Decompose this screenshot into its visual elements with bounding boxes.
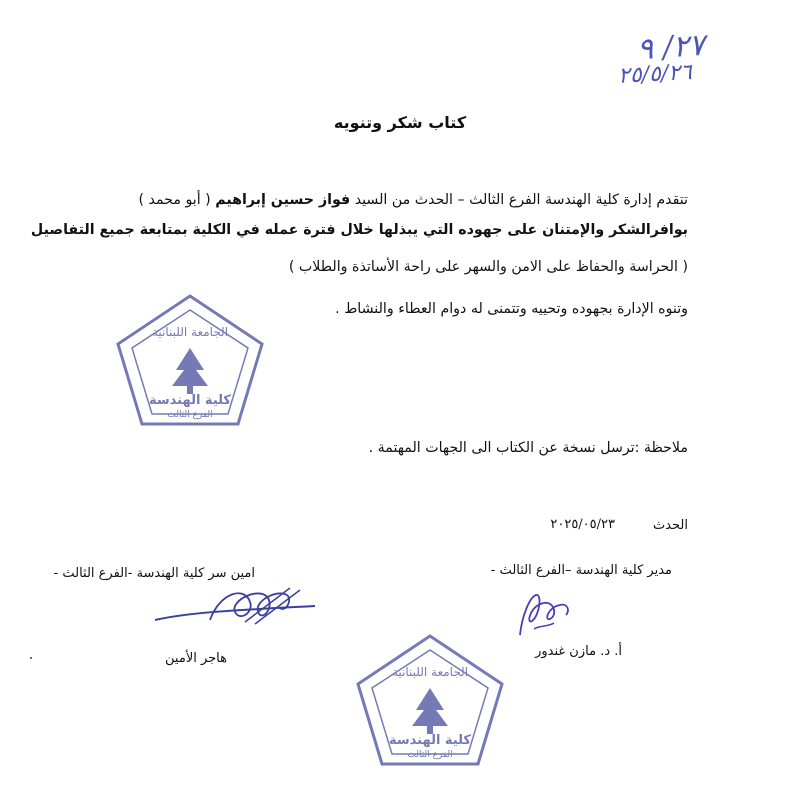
scan-speck xyxy=(30,657,32,659)
stamp-2-branch-text: الفرع الثالث xyxy=(407,750,453,760)
date-text: ٢٠٢٥/٠٥/٢٣ xyxy=(550,517,615,532)
honoree-nickname: ( أبو محمد ) xyxy=(138,192,216,208)
place-text: الحدث xyxy=(652,518,688,533)
honoree-name: فواز حسين إبراهيم xyxy=(215,192,351,208)
body-line-1 xyxy=(138,192,688,208)
handwritten-reference: ٢٧/ ٩ xyxy=(635,27,707,68)
stamp-bottom-text: كلية الهندسة xyxy=(149,393,231,408)
secretary-signature xyxy=(510,585,580,640)
dean-name: أ. د. مازن غندور xyxy=(535,644,622,659)
dean-title: مدير كلية الهندسة –الفرع الثالث - xyxy=(490,563,672,578)
stamp-branch-text: الفرع الثالث xyxy=(167,410,213,420)
university-stamp xyxy=(110,290,270,430)
secretary-title: امين سر كلية الهندسة -الفرع الثالث - xyxy=(53,566,255,581)
stamp-top-text: الجامعة اللبنانية xyxy=(151,325,229,339)
university-stamp-2 xyxy=(350,630,510,770)
body-line-2: بوافرالشكر والإمتنان على جهوده التي يبذلها خلال فترة عمله في الكلية بمتابعة جميع التفاصيل xyxy=(30,222,688,238)
stamp-2-top-text: الجامعة اللبنانية xyxy=(391,665,469,679)
cedar-icon-2 xyxy=(412,688,448,726)
handwritten-date: ٢٥/٥/٢٦ xyxy=(617,60,693,89)
letter-title: كتاب شكر وتنويه xyxy=(333,113,467,132)
body-line-4: وتنوه الإدارة بجهوده وتحييه وتتمنى له دوام العطاء والنشاط . xyxy=(335,301,688,317)
dean-signature xyxy=(150,582,320,632)
body-line-3: ( الحراسة والحفاظ على الامن والسهر على راحة الأساتذة والطلاب ) xyxy=(288,259,688,275)
cedar-icon xyxy=(172,348,208,386)
intro-text: تتقدم إدارة كلية الهندسة الفرع الثالث – الحدث من السيد xyxy=(350,192,688,208)
stamp-2-bottom-text: كلية الهندسة xyxy=(389,733,471,748)
secretary-name: هاجر الأمين xyxy=(165,651,227,666)
note-text: ملاحظة :ترسل نسخة عن الكتاب الى الجهات المهتمة . xyxy=(368,440,688,456)
